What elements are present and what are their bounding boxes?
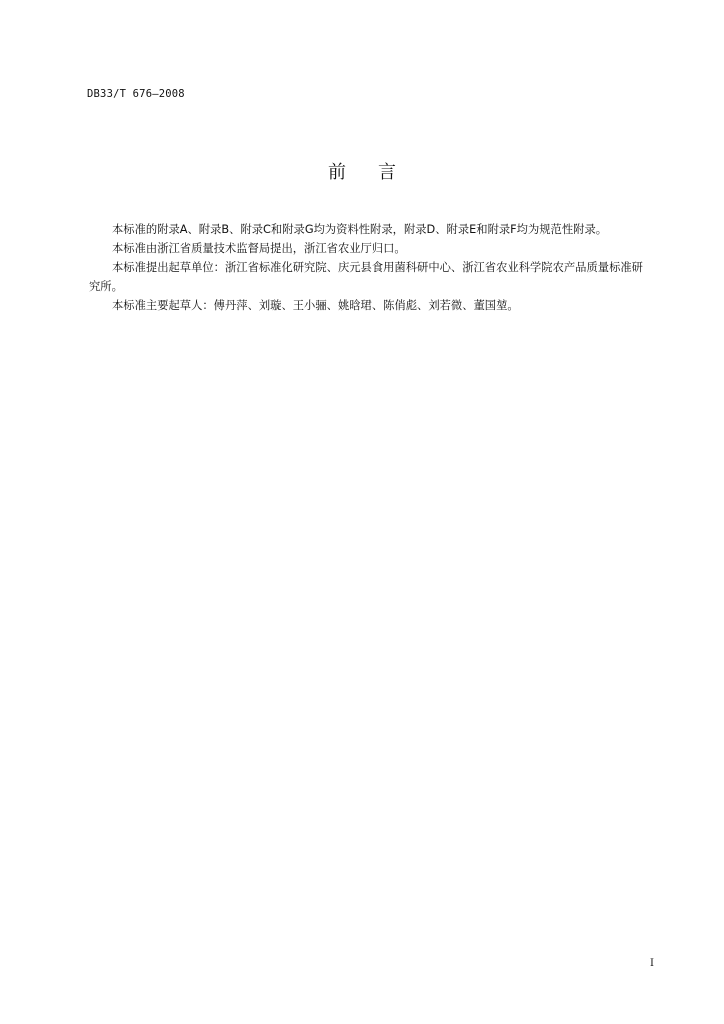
paragraph-drafters: 本标准主要起草人：傅丹萍、刘璇、王小骊、姚晗珺、陈俏彪、刘若微、董国堃。	[112, 299, 519, 312]
paragraph-proposer: 本标准由浙江省质量技术监督局提出，浙江省农业厅归口。	[112, 242, 406, 255]
section-title: 前言	[328, 162, 428, 183]
paragraph-drafting-units: 本标准提出起草单位：浙江省标准化研究院、庆元县食用菌科研中心、浙江省农业科学院农产品质量标准研究所。	[89, 261, 643, 293]
paragraph-appendix-info: 本标准的附录A、附录B、附录C和附录G均为资料性附录，附录D、附录E和附录F均为规范性附录。	[112, 223, 608, 236]
foreword-body	[89, 220, 651, 315]
page-number: I	[650, 958, 654, 969]
document-code: DB33/T 676—2008	[87, 88, 185, 100]
